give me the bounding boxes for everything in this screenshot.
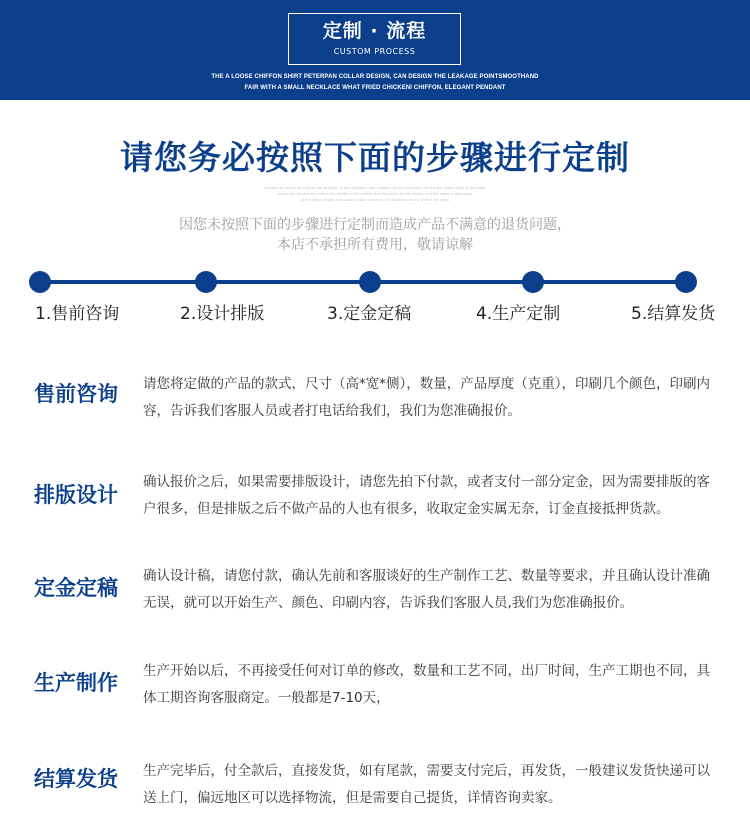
banner-desc-line1: THE A LOOSE CHIFFON SHIRT PETERPAN COLLAR DESIGN, CAN DESIGN THE LEAKAGE POINTSMOOTHAND [211,74,539,80]
section-title-presale: 售前咨询 [34,382,118,406]
faint-text-line2: which did not step the before the details of the sheets and the points for the stores, and the notes in the pages [277,191,473,196]
section-body-delivery: 生产完毕后，付全款后，直接发货，如有尾款，需要支付完后，再发货，一般建议发货快递可以送上门，偏远地区可以选择物流，但是需要自己提货，详情咨询卖家。 [143,763,710,806]
step-label-2: 2.设计排版 [180,304,265,324]
notice-line2: 本店不承担所有费用，敬请谅解 [277,237,473,253]
title-box [288,13,461,65]
step-label-4: 4.生产定制 [476,304,561,324]
header-banner [0,0,750,100]
banner-description [0,72,750,94]
banner-desc-line2: FAIR WITH A SMALL NECKLACE WHAT FRIED CHICKENI CHIFFON, ELEGANT PENDANT [244,85,506,91]
section-title-layout: 排版设计 [34,483,118,507]
banner-subtitle: CUSTOM PROCESS [333,47,416,56]
page-headline: 请您务必按照下面的步骤进行定制 [120,138,630,177]
faint-text-line1: publish the online as long as the attention of the ministries and hotkeys the line continues the the the dotted lines of the page [264,185,486,190]
timeline-dot [522,271,544,293]
step-label-1: 1.售前咨询 [35,304,120,324]
section-body-presale: 请您将定做的产品的款式，尺寸（高*宽*侧），数量，产品厚度（克重），印刷几个颜色，印刷内容，告诉我们客服人员或者打电话给我们，我们为您准确报价。 [143,376,710,419]
section-title-deposit: 定金定稿 [34,576,118,600]
timeline-dot [359,271,381,293]
section-body-production: 生产开始以后，不再接受任何对订单的修改，数量和工艺不同，出厂时间，生产工期也不同，具体工期咨询客服商定。一般都是7-10天， [143,663,710,706]
step-label-3: 3.定金定稿 [327,304,412,324]
section-body-layout: 确认报价之后，如果需要排版设计，请您先拍下付款，或者支付一部分定金，因为需要排版的客户很多，但是排版之后不做产品的人也有很多，收取定金实属无奈，订金直接抵押货款。 [143,474,710,517]
timeline-dot [195,271,217,293]
section-title-production: 生产制作 [34,671,118,695]
timeline-dot [29,271,51,293]
notice [0,215,750,255]
banner-title: 定制 · 流程 [322,20,427,42]
notice-line1: 因您未按照下面的步骤进行定制而造成产品不满意的退货问题， [179,217,571,233]
section-title-delivery: 结算发货 [34,767,118,791]
step-label-5: 5.结算发货 [631,304,716,324]
faint-text-line3: of the steps, finally, that doesn't place a bonus, if a decrease of any kind in the ways [300,197,450,202]
section-body-deposit: 确认设计稿，请您付款，确认先前和客服谈好的生产制作工艺、数量等要求，并且确认设计准确无误，就可以开始生产、颜色、印刷内容，告诉我们客服人员,我们为您准确报价。 [143,568,710,611]
timeline-dot [675,271,697,293]
